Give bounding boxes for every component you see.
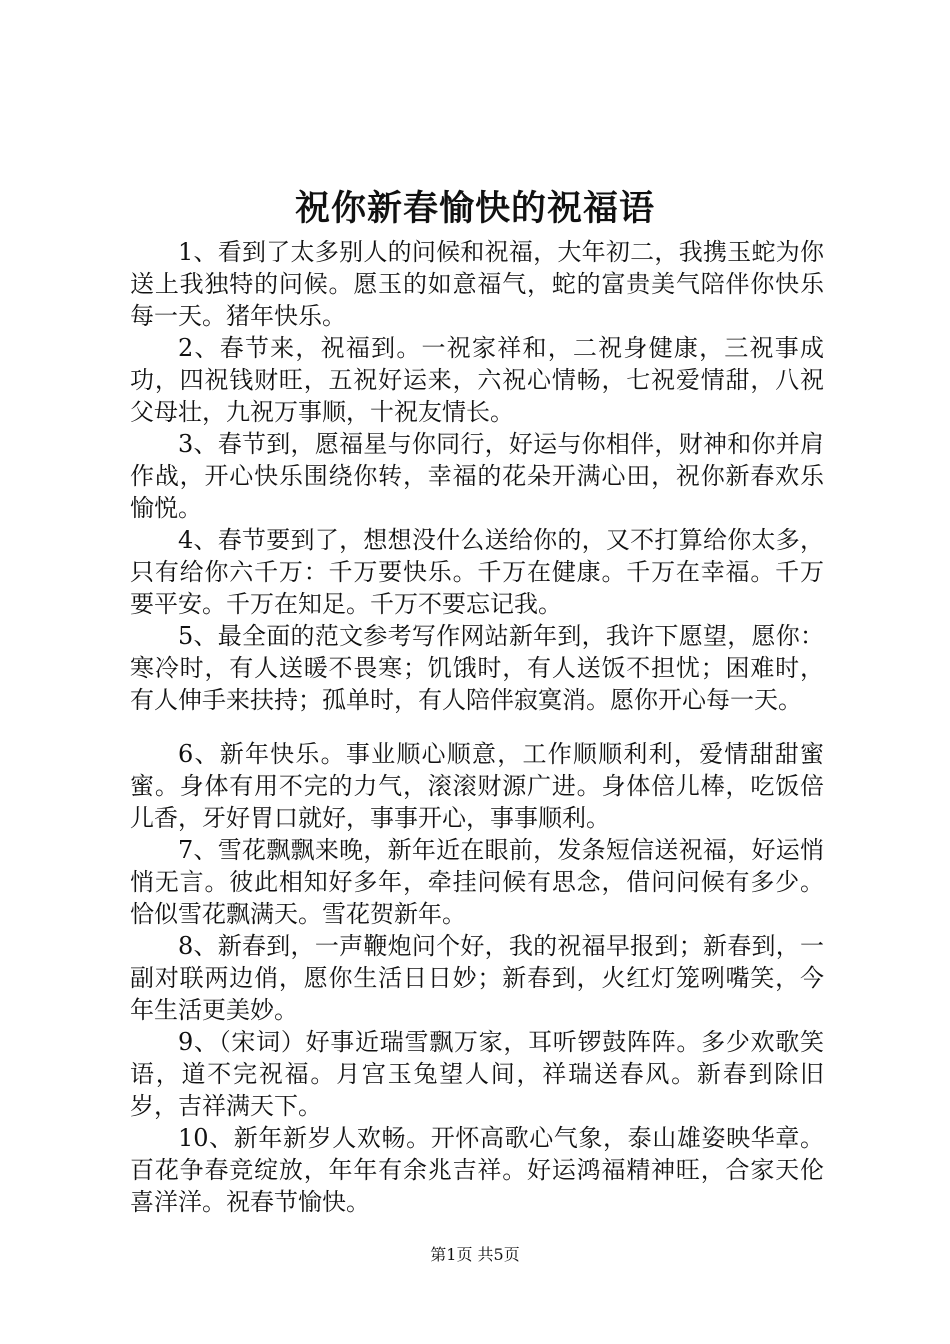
paragraph-9: 9、（宋词）好事近瑞雪飘万家，耳听锣鼓阵阵。多少欢歌笑语，道不完祝福。月宫玉兔望人间，祥瑞送春风。新春到除旧岁，吉祥满天下。 [130, 1028, 824, 1120]
paragraph-1: 1、看到了太多别人的问候和祝福，大年初二，我携玉蛇为你送上我独特的问候。愿玉的如意福气，蛇的富贵美气陪伴你快乐每一天。猪年快乐。 [130, 238, 824, 330]
paragraph-8: 8、新春到，一声鞭炮问个好，我的祝福早报到；新春到，一副对联两边俏，愿你生活日日妙；新春到，火红灯笼咧嘴笑，今年生活更美妙。 [130, 932, 824, 1024]
paragraph-4: 4、春节要到了，想想没什么送给你的，又不打算给你太多，只有给你六千万：千万要快乐。千万在健康。千万在幸福。千万要平安。千万在知足。千万不要忘记我。 [130, 526, 824, 618]
paragraph-5: 5、最全面的范文参考写作网站新年到，我许下愿望，愿你：寒冷时，有人送暖不畏寒；饥饿时，有人送饭不担忧；困难时，有人伸手来扶持；孤单时，有人陪伴寂寞消。愿你开心每一天。 [130, 622, 824, 714]
paragraph-3: 3、春节到，愿福星与你同行，好运与你相伴，财神和你并肩作战，开心快乐围绕你转，幸福的花朵开满心田，祝你新春欢乐愉悦。 [130, 430, 824, 522]
paragraph-10: 10、新年新岁人欢畅。开怀高歌心气象，泰山雄姿映华章。百花争春竞绽放，年年有余兆吉祥。好运鸿福精神旺，合家天伦喜洋洋。祝春节愉快。 [130, 1124, 824, 1216]
page-number-footer: 第1页 共5页 [430, 1245, 520, 1264]
paragraph-2: 2、春节来，祝福到。一祝家祥和，二祝身健康，三祝事成功，四祝钱财旺，五祝好运来，六祝心情畅，七祝爱情甜，八祝父母壮，九祝万事顺，十祝友情长。 [130, 334, 824, 426]
document-body [130, 236, 824, 1218]
document-title: 祝你新春愉快的祝福语 [294, 189, 655, 229]
paragraph-7: 7、雪花飘飘来晚，新年近在眼前，发条短信送祝福，好运悄悄无言。彼此相知好多年，牵挂问候有思念，借问问候有多少。恰似雪花飘满天。雪花贺新年。 [130, 836, 824, 928]
paragraph-6: 6、新年快乐。事业顺心顺意，工作顺顺利利，爱情甜甜蜜蜜。身体有用不完的力气，滚滚财源广进。身体倍儿棒，吃饭倍儿香，牙好胃口就好，事事开心，事事顺利。 [130, 740, 824, 832]
